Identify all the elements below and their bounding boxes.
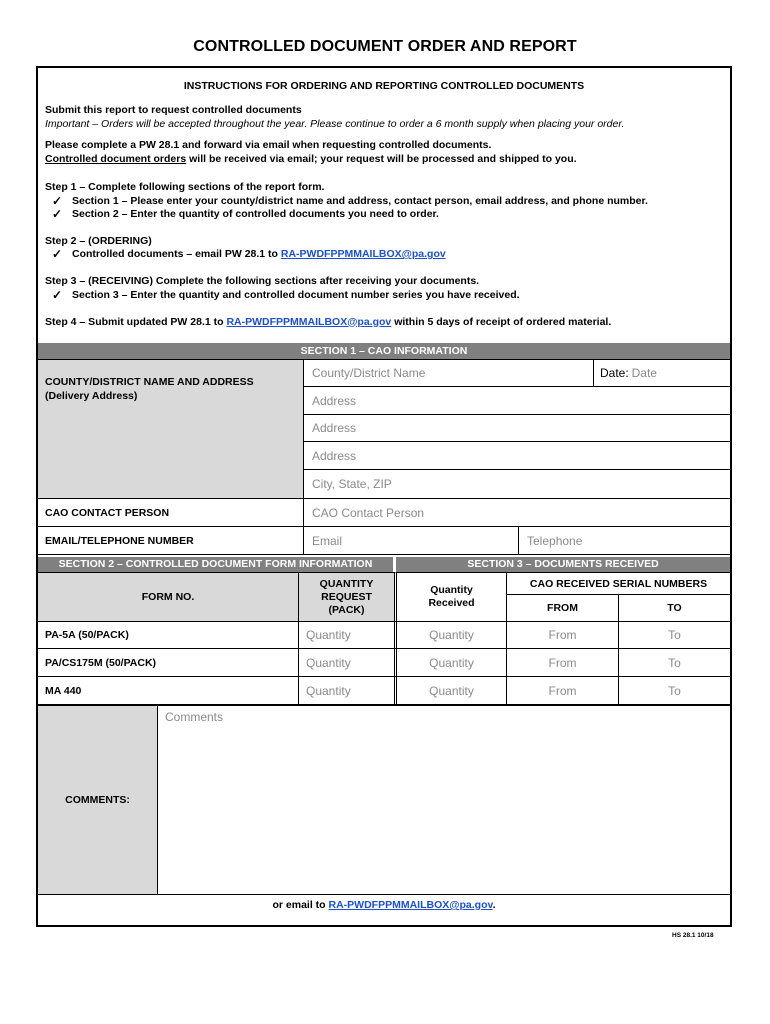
checkmark-icon: ✓ [52, 247, 63, 261]
page-title: CONTROLLED DOCUMENT ORDER AND REPORT [193, 38, 577, 55]
step1a-text: Section 1 – Please enter your county/district name and address, contact person, email address, and phone number. [72, 194, 648, 207]
qty-placeholder: Quantity [429, 655, 474, 670]
from-placeholder: From [548, 655, 577, 670]
important-text: Important – Orders will be accepted throughout the year. Please continue to order a 6 month supply when placing your order. [45, 117, 625, 130]
checkmark-icon: ✓ [52, 287, 63, 302]
period-text: . [492, 899, 496, 911]
telephone-placeholder: Telephone [527, 533, 583, 548]
col-to: TO [618, 594, 730, 622]
to-placeholder: To [668, 628, 681, 642]
email-field[interactable] [303, 526, 519, 555]
instructions [38, 68, 730, 329]
date-field[interactable] [593, 359, 730, 387]
comments-field[interactable] [157, 704, 730, 895]
address3-placeholder: Address [312, 448, 357, 463]
from-placeholder: From [548, 683, 577, 698]
col-qty-request: QUANTITY REQUEST (PACK) [298, 572, 395, 622]
qty-placeholder: Quantity [306, 655, 351, 670]
form-no-cell: PA-5A (50/PACK) [38, 621, 299, 649]
from-field[interactable] [506, 676, 619, 705]
comments-placeholder: Comments [165, 710, 224, 724]
city-placeholder: City, State, ZIP [312, 477, 392, 491]
col-qty-received: Quantity Received [394, 572, 507, 622]
step2a-text: Controlled documents – email PW 28.1 to [72, 248, 281, 260]
step1-text: Step 1 – Complete following sections of the report form. [45, 181, 325, 193]
date-label: Date: [600, 366, 629, 380]
orders-underlined: Controlled document orders [45, 152, 187, 165]
section3-header: SECTION 3 – DOCUMENTS RECEIVED [396, 557, 730, 572]
county-name-placeholder: County/District Name [312, 366, 426, 380]
form-no-cell: MA 440 [38, 676, 299, 705]
qty-received-field[interactable] [394, 621, 507, 649]
qty-received-field[interactable] [394, 648, 507, 677]
col-from: FROM [506, 594, 619, 622]
to-placeholder: To [668, 683, 681, 698]
address1-placeholder: Address [312, 393, 357, 408]
step3-text: Step 3 – (RECEIVING) Complete the following sections after receiving your documents. [45, 275, 480, 287]
step1-item-b [38, 208, 730, 221]
qty-placeholder: Quantity [429, 683, 474, 698]
step1-item-a [38, 195, 730, 208]
contact-field[interactable] [303, 498, 730, 527]
contact-label-cell [38, 498, 304, 527]
email-link[interactable]: RA-PWDFPPMMAILBOX@pa.gov [328, 899, 493, 911]
comments-label: COMMENTS: [38, 704, 158, 895]
county-label-cell [38, 359, 304, 499]
qty-placeholder: Quantity [306, 683, 351, 698]
section2-header: SECTION 2 – CONTROLLED DOCUMENT FORM INFORMATION [38, 557, 393, 572]
from-placeholder: From [548, 628, 577, 642]
from-field[interactable] [506, 648, 619, 677]
step1b-text: Section 2 – Enter the quantity of controlled documents you need to order. [72, 207, 439, 220]
col-form-no: FORM NO. [38, 572, 299, 622]
delivery-label: (Delivery Address) [45, 390, 138, 402]
qty-request-field[interactable] [298, 648, 395, 677]
qty-request-field[interactable] [298, 676, 395, 705]
qty-placeholder: Quantity [306, 628, 351, 642]
form-id: HS 28.1 10/18 [672, 932, 714, 939]
step4a-text: Step 4 – Submit updated PW 28.1 to [45, 315, 227, 328]
email-link[interactable]: RA-PWDFPPMMAILBOX@pa.gov [280, 248, 446, 260]
checkmark-icon: ✓ [52, 206, 63, 221]
col-serial-numbers: CAO RECEIVED SERIAL NUMBERS [506, 572, 730, 595]
address2-placeholder: Address [312, 421, 357, 435]
please-text: Please complete a PW 28.1 and forward via email when requesting controlled documents. [45, 139, 492, 151]
contact-placeholder: CAO Contact Person [312, 505, 425, 520]
to-placeholder: To [668, 655, 681, 670]
checkmark-icon: ✓ [52, 193, 63, 208]
address2-field[interactable] [303, 414, 730, 442]
or-email-text: or email to [272, 899, 329, 911]
to-field[interactable] [618, 676, 730, 705]
email-placeholder: Email [312, 533, 343, 548]
step2-text: Step 2 – (ORDERING) [45, 234, 152, 247]
county-name-field[interactable] [303, 359, 594, 387]
step3-item [38, 289, 730, 302]
from-field[interactable] [506, 621, 619, 649]
to-field[interactable] [618, 621, 730, 649]
step2-item [38, 248, 730, 261]
footer-email-line [38, 899, 730, 911]
address3-field[interactable] [303, 441, 730, 470]
step3a-text: Section 3 – Enter the quantity and controlled document number series you have received. [72, 288, 520, 301]
email-label-cell [38, 526, 304, 555]
section1-header: SECTION 1 – CAO INFORMATION [38, 343, 730, 359]
address1-field[interactable] [303, 386, 730, 415]
step4b-text: within 5 days of receipt of ordered material. [391, 315, 612, 328]
orders-rest: will be received via email; your request will be processed and shipped to you. [186, 152, 577, 165]
qty-placeholder: Quantity [429, 628, 474, 642]
contact-label: CAO CONTACT PERSON [45, 506, 170, 519]
submit-text: Submit this report to request controlled documents [45, 104, 302, 116]
qty-received-field[interactable] [394, 676, 507, 705]
telephone-field[interactable] [518, 526, 730, 555]
orders-text [45, 153, 730, 167]
email-link[interactable]: RA-PWDFPPMMAILBOX@pa.gov [226, 315, 392, 328]
city-field[interactable] [303, 469, 730, 499]
step4-text [45, 316, 730, 330]
county-label: COUNTY/DISTRICT NAME AND ADDRESS [45, 376, 254, 388]
qty-request-field[interactable] [298, 621, 395, 649]
form-no-cell: PA/CS175M (50/PACK) [38, 648, 299, 677]
date-placeholder: Date [631, 366, 657, 380]
email-label: EMAIL/TELEPHONE NUMBER [45, 534, 194, 547]
to-field[interactable] [618, 648, 730, 677]
instructions-heading: INSTRUCTIONS FOR ORDERING AND REPORTING CONTROLLED DOCUMENTS [183, 80, 585, 92]
